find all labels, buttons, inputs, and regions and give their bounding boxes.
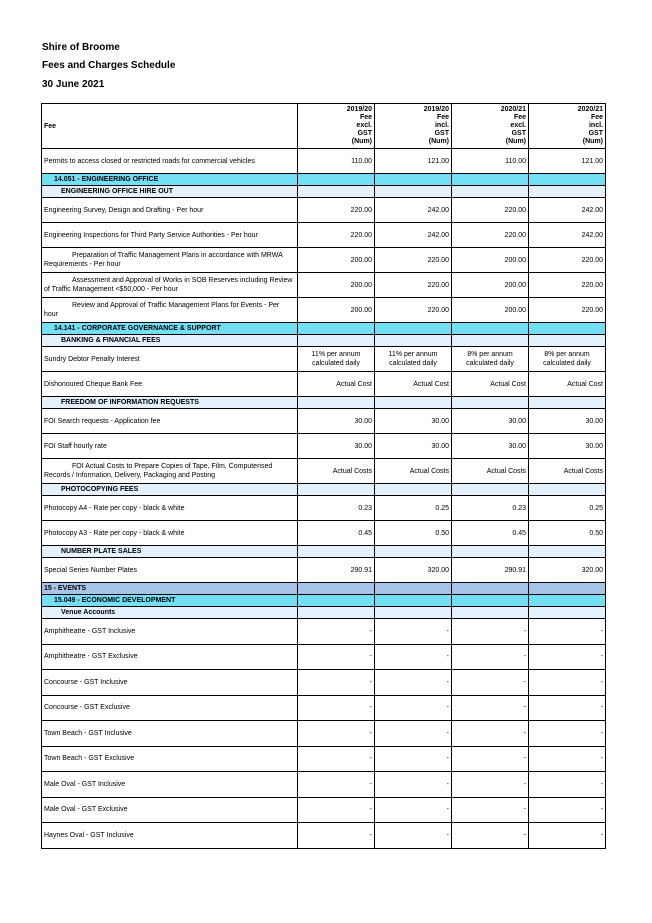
fee-value: 0.50: [529, 521, 606, 546]
table-row: [42, 248, 606, 273]
fee-value: -: [298, 644, 375, 670]
fee-value: 30.00: [452, 409, 529, 434]
fee-value: 200.00: [298, 273, 375, 298]
table-header-row: [42, 104, 606, 149]
section-label: 14.051 - ENGINEERING OFFICE: [42, 174, 298, 186]
fee-value: 320.00: [529, 558, 606, 583]
table-row: [42, 347, 606, 372]
fees-table: [41, 103, 606, 849]
fee-value: -: [452, 619, 529, 645]
table-row: [42, 273, 606, 298]
col-header-line: Fee: [513, 114, 526, 121]
fee-label: Engineering Survey, Design and Drafting - Per hour: [42, 198, 298, 223]
col-header-line: (Num): [351, 138, 372, 145]
section-label: 15.049 - ECONOMIC DEVELOPMENT: [42, 595, 298, 607]
fee-value: -: [529, 721, 606, 747]
fee-value: -: [452, 797, 529, 823]
col-header-line: 2020/21: [577, 106, 603, 113]
fee-value: [298, 347, 375, 372]
fee-value: 30.00: [375, 434, 452, 459]
table-row: [42, 521, 606, 546]
fee-label: Haynes Oval - GST Inclusive: [42, 823, 298, 849]
fee-label: Amphitheatre - GST Inclusive: [42, 619, 298, 645]
fee-value: 320.00: [375, 558, 452, 583]
fee-value: -: [529, 746, 606, 772]
fee-value: 200.00: [452, 298, 529, 323]
fee-value: 290.91: [298, 558, 375, 583]
fee-value: -: [452, 721, 529, 747]
fee-value: -: [452, 644, 529, 670]
col-header-line: 2020/21: [500, 106, 526, 113]
subsection-label: PHOTOCOPYING FEES: [42, 484, 298, 496]
table-row: [42, 619, 606, 645]
fee-label: [42, 459, 298, 484]
col-header-line: GST: [511, 130, 526, 137]
table-row: [42, 721, 606, 747]
fee-value: 0.45: [298, 521, 375, 546]
subsection-row: [42, 484, 606, 496]
fee-value: 220.00: [298, 223, 375, 248]
fee-value: 110.00: [298, 149, 375, 174]
fee-value: 30.00: [529, 434, 606, 459]
fee-value-line: 11% per annum: [388, 351, 438, 358]
fee-label-line: Assessment and Approval of Works in SOB Reserves including Review: [72, 277, 293, 284]
fee-value: -: [529, 695, 606, 721]
section-row: [42, 595, 606, 607]
fee-value: 220.00: [529, 298, 606, 323]
fee-value: -: [298, 772, 375, 798]
fee-value: -: [375, 823, 452, 849]
fee-label-line: Preparation of Traffic Management Plans in accordance with MRWA: [72, 252, 283, 259]
fee-value: -: [452, 695, 529, 721]
fee-value: 220.00: [529, 273, 606, 298]
subsection-label: BANKING & FINANCIAL FEES: [42, 335, 298, 347]
fee-value: Actual Cost: [298, 372, 375, 397]
fee-value: Actual Cost: [375, 372, 452, 397]
fee-value: 220.00: [452, 198, 529, 223]
fee-value: 220.00: [375, 298, 452, 323]
col-header-line: 2019/20: [346, 106, 372, 113]
fee-value: 200.00: [298, 248, 375, 273]
fee-label: Photocopy A3 - Rate per copy - black & white: [42, 521, 298, 546]
fee-label: Dishonoured Cheque Bank Fee: [42, 372, 298, 397]
table-row: [42, 434, 606, 459]
fee-value-line: 11% per annum: [311, 351, 361, 358]
fee-value: -: [375, 772, 452, 798]
table-row: [42, 823, 606, 849]
fee-value: 110.00: [452, 149, 529, 174]
fee-value-line: calculated daily: [312, 360, 360, 367]
fee-value: -: [375, 619, 452, 645]
fee-value: -: [375, 797, 452, 823]
fee-label: Permits to access closed or restricted roads for commercial vehicles: [42, 149, 298, 174]
fee-value-line: calculated daily: [543, 360, 591, 367]
fee-value: 121.00: [529, 149, 606, 174]
fee-value: 200.00: [452, 248, 529, 273]
fee-value: -: [452, 746, 529, 772]
fee-label: Town Beach - GST Inclusive: [42, 721, 298, 747]
table-row: [42, 298, 606, 323]
fee-value: 220.00: [375, 248, 452, 273]
fee-label-line: hour: [44, 311, 59, 318]
fee-value: 200.00: [452, 273, 529, 298]
section-label: 14.141 - CORPORATE GOVERNANCE & SUPPORT: [42, 323, 298, 335]
fee-label: FOI Search requests - Application fee: [42, 409, 298, 434]
fee-value-line: calculated daily: [389, 360, 437, 367]
section-row: [42, 323, 606, 335]
col-header-line: GST: [434, 130, 449, 137]
table-row: [42, 746, 606, 772]
col-header-line: incl.: [588, 122, 603, 129]
fee-label-line: FOI Actual Costs to Prepare Copies of Tape, Film, Computerised: [72, 463, 273, 470]
fee-value: Actual Costs: [298, 459, 375, 484]
fee-label: Engineering Inspections for Third Party Service Authorities - Per hour: [42, 223, 298, 248]
fee-value: -: [529, 797, 606, 823]
table-row: [42, 223, 606, 248]
fee-value: -: [529, 619, 606, 645]
fee-label: Male Oval - GST Exclusive: [42, 797, 298, 823]
fee-label: Special Series Number Plates: [42, 558, 298, 583]
fee-value: 242.00: [375, 223, 452, 248]
fee-value: -: [452, 772, 529, 798]
subsection-label: Venue Accounts: [42, 607, 298, 619]
col-header-line: (Num): [505, 138, 526, 145]
fee-value: Actual Cost: [529, 372, 606, 397]
fee-value: -: [298, 797, 375, 823]
fee-value: 0.45: [452, 521, 529, 546]
fee-label: Sundry Debtor Penalty Interest: [42, 347, 298, 372]
fee-value-line: 8% per annum: [544, 351, 590, 358]
col-header-line: Fee: [436, 114, 449, 121]
fee-value: 242.00: [529, 198, 606, 223]
fee-value: 220.00: [375, 273, 452, 298]
table-row: [42, 797, 606, 823]
fee-label-line: Review and Approval of Traffic Management Plans for Events - Per: [72, 302, 280, 309]
fee-label: Concourse - GST Exclusive: [42, 695, 298, 721]
fee-value: 242.00: [529, 223, 606, 248]
fee-value: 220.00: [298, 198, 375, 223]
fee-value: 0.50: [375, 521, 452, 546]
fee-value: 0.23: [298, 496, 375, 521]
col-header-line: 2019/20: [423, 106, 449, 113]
fee-value: -: [298, 823, 375, 849]
table-row: [42, 772, 606, 798]
section-label: 15 - EVENTS: [42, 583, 298, 595]
fee-value: -: [298, 746, 375, 772]
fee-value: -: [375, 644, 452, 670]
fee-value: -: [298, 721, 375, 747]
fee-label-line: of Traffic Management <$50,000 - Per hour: [44, 286, 178, 293]
subsection-row: [42, 607, 606, 619]
subsection-row: [42, 546, 606, 558]
fee-value: 220.00: [452, 223, 529, 248]
fee-value: Actual Costs: [452, 459, 529, 484]
fee-value: -: [375, 695, 452, 721]
col-header-line: GST: [588, 130, 603, 137]
document-date: 30 June 2021: [42, 79, 105, 90]
fee-value: [375, 347, 452, 372]
subsection-row: [42, 186, 606, 198]
fee-value: 242.00: [375, 198, 452, 223]
subsection-row: [42, 397, 606, 409]
fee-value: 0.23: [452, 496, 529, 521]
table-row: [42, 409, 606, 434]
fee-label: Photocopy A4 - Rate per copy - black & white: [42, 496, 298, 521]
subsection-label: FREEDOM OF INFORMATION REQUESTS: [42, 397, 298, 409]
fee-value: -: [298, 670, 375, 696]
col-header-line: excl.: [510, 122, 526, 129]
table-row: [42, 644, 606, 670]
table-row: [42, 459, 606, 484]
col-header-line: GST: [357, 130, 372, 137]
fee-value: -: [529, 670, 606, 696]
col-header-line: Fee: [359, 114, 372, 121]
col-header-line: (Num): [582, 138, 603, 145]
fee-value: -: [375, 746, 452, 772]
section-row: [42, 174, 606, 186]
fee-value: -: [375, 670, 452, 696]
document-title: Fees and Charges Schedule: [42, 60, 176, 71]
org-name: Shire of Broome: [42, 42, 120, 53]
col-header-line: Fee: [590, 114, 603, 121]
fee-value: 290.91: [452, 558, 529, 583]
fee-value: 0.25: [529, 496, 606, 521]
fee-value: -: [298, 619, 375, 645]
table-row: [42, 496, 606, 521]
table-row: [42, 558, 606, 583]
fee-label: Amphitheatre - GST Exclusive: [42, 644, 298, 670]
fee-value: 220.00: [529, 248, 606, 273]
col-header-2020-incl: [529, 104, 606, 149]
fee-value: 30.00: [452, 434, 529, 459]
col-header-2020-excl: [452, 104, 529, 149]
fee-value: -: [529, 644, 606, 670]
fee-label: FOI Staff hourly rate: [42, 434, 298, 459]
fee-value-line: 8% per annum: [467, 351, 513, 358]
fee-label: [42, 248, 298, 273]
fee-value: -: [452, 823, 529, 849]
fee-value-line: calculated daily: [466, 360, 514, 367]
col-header-line: (Num): [428, 138, 449, 145]
col-header-2019-incl: [375, 104, 452, 149]
fee-column-header: Fee: [42, 104, 298, 149]
fee-label: Male Oval - GST Inclusive: [42, 772, 298, 798]
subsection-row: [42, 335, 606, 347]
fee-value: -: [529, 772, 606, 798]
table-row: [42, 198, 606, 223]
table-row: [42, 695, 606, 721]
fee-value: 30.00: [298, 409, 375, 434]
col-header-2019-excl: [298, 104, 375, 149]
fee-value: 30.00: [375, 409, 452, 434]
fee-label: Concourse - GST Inclusive: [42, 670, 298, 696]
fee-value: 121.00: [375, 149, 452, 174]
fee-value: Actual Costs: [375, 459, 452, 484]
fee-value: Actual Cost: [452, 372, 529, 397]
table-row: [42, 670, 606, 696]
fee-value: -: [298, 695, 375, 721]
fee-label-line: Requirements - Per hour: [44, 261, 121, 268]
fee-label: [42, 273, 298, 298]
events-section-row: [42, 583, 606, 595]
fee-label-line: Records / Information, Delivery, Packaging and Posting: [44, 472, 216, 479]
fee-value: 0.25: [375, 496, 452, 521]
fee-value: -: [375, 721, 452, 747]
table-row: [42, 149, 606, 174]
table-row: [42, 372, 606, 397]
fee-value: -: [529, 823, 606, 849]
col-header-line: excl.: [356, 122, 372, 129]
fee-label: [42, 298, 298, 323]
subsection-label: NUMBER PLATE SALES: [42, 546, 298, 558]
fee-value: 30.00: [529, 409, 606, 434]
fee-value: 200.00: [298, 298, 375, 323]
col-header-line: incl.: [434, 122, 449, 129]
subsection-label: ENGINEERING OFFICE HIRE OUT: [42, 186, 298, 198]
fee-value: [452, 347, 529, 372]
fee-value: [529, 347, 606, 372]
fee-value: 30.00: [298, 434, 375, 459]
fee-value: -: [452, 670, 529, 696]
fee-value: Actual Costs: [529, 459, 606, 484]
fee-label: Town Beach - GST Exclusive: [42, 746, 298, 772]
